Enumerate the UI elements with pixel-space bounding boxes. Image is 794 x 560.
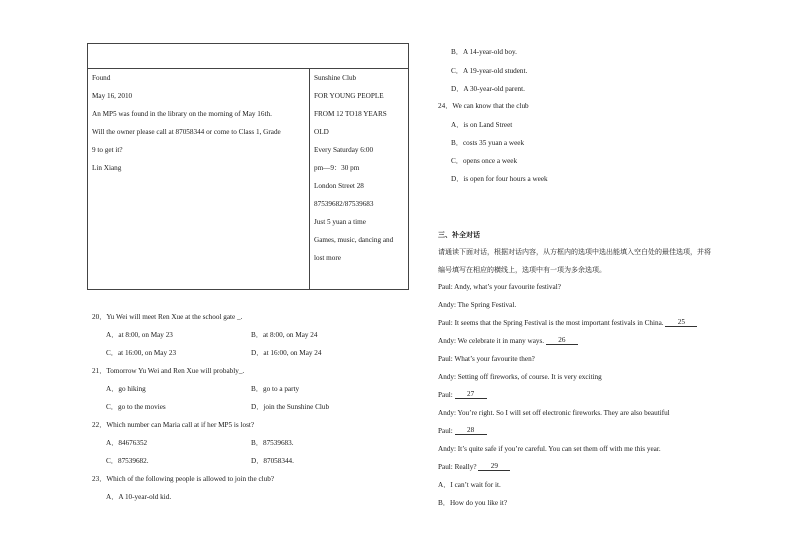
dialogue-text: Paul: It seems that the Spring Festival is the most important festivals in China. xyxy=(438,319,664,327)
blank-28[interactable] xyxy=(455,427,487,435)
dialogue-line: Paul: Andy, what’s your favourite festival? xyxy=(438,283,561,291)
q23-option-d: D．A 30-year-old parent. xyxy=(451,85,525,93)
q22-option-a: A．84676352 xyxy=(106,439,148,447)
option-a: A．I can’t wait for it. xyxy=(438,481,501,489)
club-line: lost more xyxy=(314,254,341,262)
dialogue-line-25 xyxy=(438,319,697,328)
found-title: Found xyxy=(92,74,111,82)
dialogue-line: Andy: You’re right. So I will set off electronic fireworks. They are also beautiful xyxy=(438,409,670,417)
found-text-2: Will the owner please call at 87058344 or come to Class 1, Grade xyxy=(92,128,281,136)
notice-table xyxy=(87,43,409,290)
q24-option-b: B．costs 35 yuan a week xyxy=(451,139,525,147)
q23-option-b: B．A 14-year-old boy. xyxy=(451,48,517,56)
club-line: FOR YOUNG PEOPLE xyxy=(314,92,384,100)
q24-option-c: C．opens once a week xyxy=(451,157,518,165)
dialogue-line: Andy: The Spring Festival. xyxy=(438,301,517,309)
club-line: FROM 12 TO18 YEARS xyxy=(314,110,387,118)
q24-option-d: D．is open for four hours a week xyxy=(451,175,548,183)
q21-option-a: A．go hiking xyxy=(106,385,146,393)
option-b: B．How do you like it? xyxy=(438,499,508,507)
found-date: May 16, 2010 xyxy=(92,92,133,100)
q23-option-c: C．A 19-year-old student. xyxy=(451,67,528,75)
dialogue-line-29 xyxy=(438,463,510,472)
q21-option-b: B．go to a party xyxy=(251,385,300,393)
q22-option-c: C．87539682. xyxy=(106,457,149,465)
club-line: Every Saturday 6:00 xyxy=(314,146,374,154)
found-signature: Lin Xiang xyxy=(92,164,122,172)
q22-option-b: B．87539683. xyxy=(251,439,294,447)
dialogue-line: Andy: It’s quite safe if you’re careful. You can set them off with me this year. xyxy=(438,445,661,453)
q20-stem: 20．Yu Wei will meet Ren Xue at the school gate _. xyxy=(92,313,243,321)
club-line: London Street 28 xyxy=(314,182,364,190)
q20-option-b: B．at 8:00, on May 24 xyxy=(251,331,318,339)
blank-number: 26 xyxy=(558,336,566,344)
dialogue-line: Andy: Setting off fireworks, of course. It is very exciting xyxy=(438,373,602,381)
q24-option-a: A．is on Land Street xyxy=(451,121,513,129)
blank-27[interactable] xyxy=(455,391,487,399)
dialogue-line: Paul: What’s your favourite then? xyxy=(438,355,535,363)
q20-option-a: A．at 8:00, on May 23 xyxy=(106,331,173,339)
dialogue-text: Paul: Really? xyxy=(438,463,477,471)
found-text-3: 9 to get it? xyxy=(92,146,123,154)
q20-option-d: D．at 16:00, on May 24 xyxy=(251,349,322,357)
table-divider xyxy=(309,68,310,290)
blank-26[interactable] xyxy=(546,337,578,345)
club-line: pm—9：30 pm xyxy=(314,164,360,172)
section-instruction-2: 编号填写在相应的横线上，选项中有一项为多余选项。 xyxy=(438,266,606,274)
q23-option-a: A．A 10-year-old kid. xyxy=(106,493,172,501)
q21-stem: 21．Tomorrow Yu Wei and Ren Xue will probably_. xyxy=(92,367,245,375)
q22-stem: 22．Which number can Maria call at if her MP5 is lost? xyxy=(92,421,255,429)
table-header-row xyxy=(88,44,408,69)
club-line: 87539682/87539683 xyxy=(314,200,374,208)
section-title: 三、补全对话 xyxy=(438,231,480,239)
club-line: OLD xyxy=(314,128,329,136)
blank-29[interactable] xyxy=(478,463,510,471)
club-line: Games, music, dancing and xyxy=(314,236,394,244)
club-notice xyxy=(314,74,408,272)
q23-stem: 23．Which of the following people is allowed to join the club? xyxy=(92,475,275,483)
club-line: Just 5 yuan a time xyxy=(314,218,366,226)
club-line: Sunshine Club xyxy=(314,74,357,82)
blank-25[interactable] xyxy=(665,319,697,327)
q20-option-c: C．at 16:00, on May 23 xyxy=(106,349,177,357)
dialogue-text: Andy: We celebrate it in many ways. xyxy=(438,337,545,345)
q21-option-d: D．join the Sunshine Club xyxy=(251,403,330,411)
blank-number: 28 xyxy=(466,426,475,434)
blank-number: 29 xyxy=(490,462,498,470)
dialogue-line-28 xyxy=(438,427,487,436)
found-text-1: An MP5 was found in the library on the morning of May 16th. xyxy=(92,110,272,118)
q21-option-c: C．go to the movies xyxy=(106,403,166,411)
section-instruction-1: 请通读下面对话，根据对话内容，从方框内的选项中选出能填入空白处的最佳选项，并将 xyxy=(438,248,711,256)
found-notice xyxy=(92,74,306,182)
q24-stem: 24．We can know that the club xyxy=(438,102,529,110)
dialogue-line-26 xyxy=(438,337,578,346)
blank-number: 27 xyxy=(466,390,475,398)
dialogue-text: Paul: xyxy=(438,391,453,399)
blank-number: 25 xyxy=(677,318,685,326)
dialogue-line-27 xyxy=(438,391,487,400)
dialogue-text: Paul: xyxy=(438,427,453,435)
q22-option-d: D．87058344. xyxy=(251,457,294,465)
